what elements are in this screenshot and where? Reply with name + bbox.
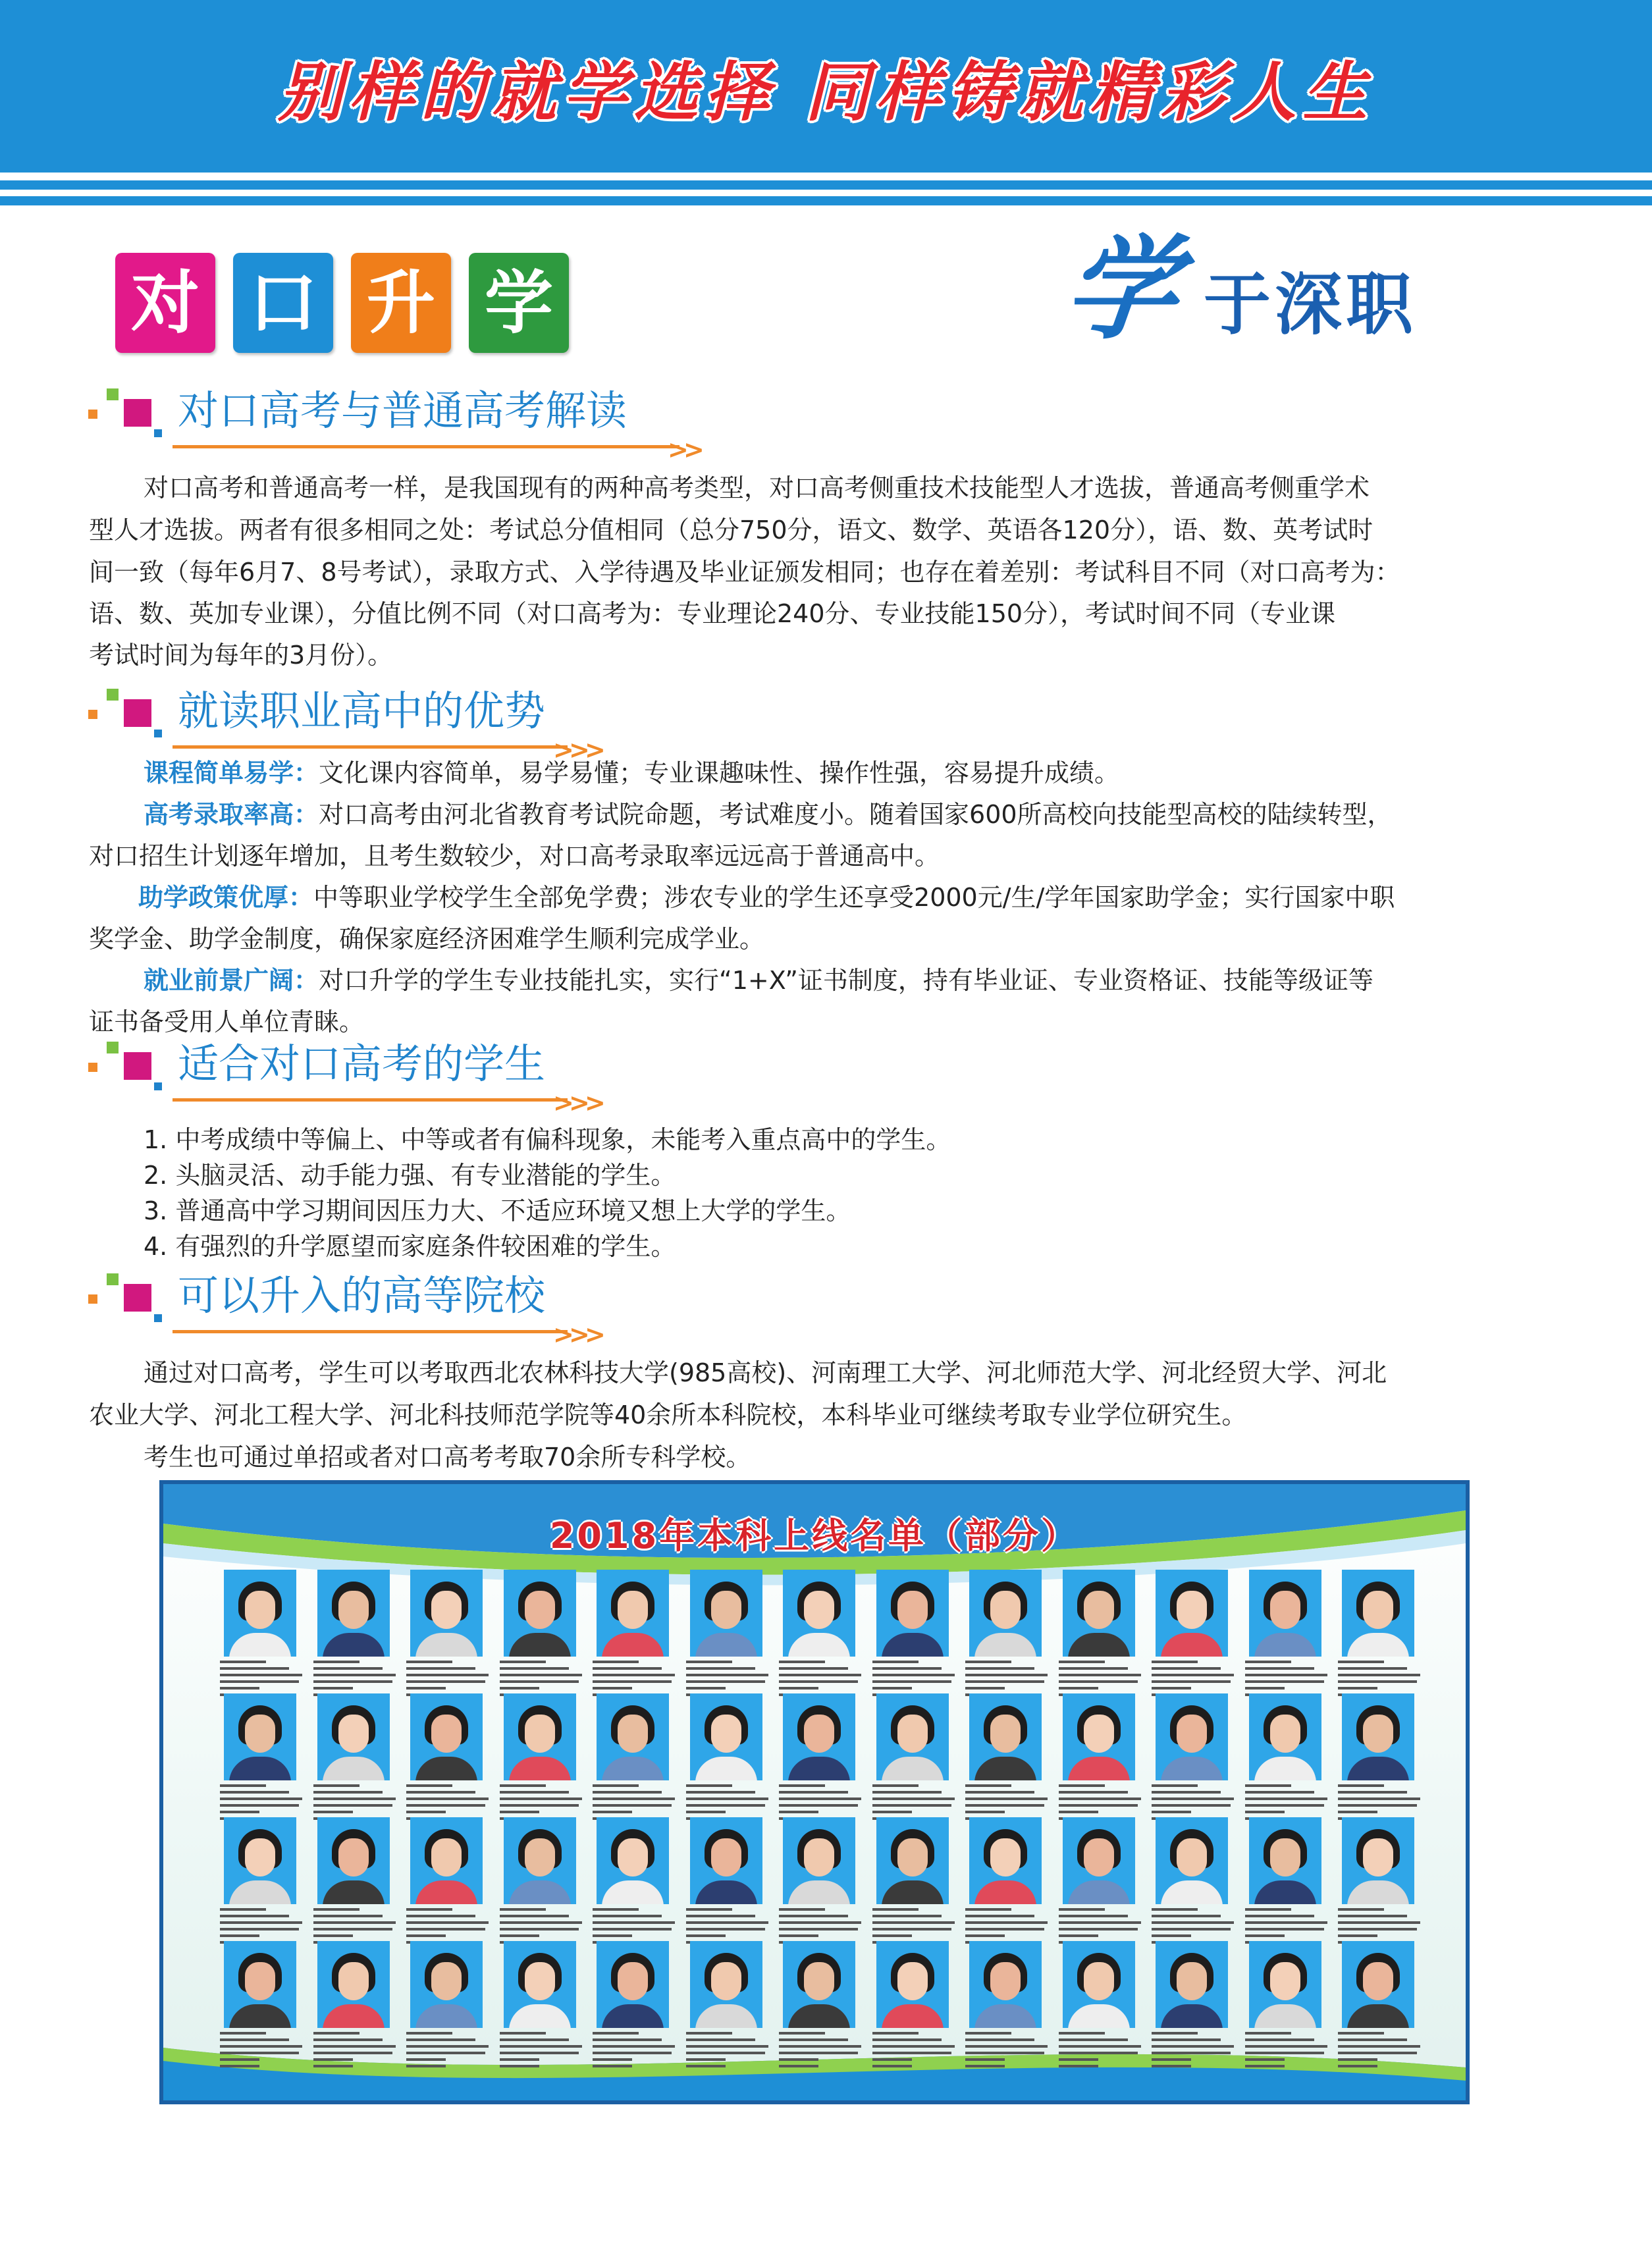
student-photo	[410, 1941, 483, 2028]
section-heading-3	[88, 1036, 747, 1117]
board-title: 2018年本科上线名单（部分）	[549, 1515, 1080, 1557]
chevrons-icon: >	[553, 1088, 574, 1117]
chevrons-icon: >	[585, 1320, 606, 1349]
student-caption	[686, 2032, 778, 2071]
paragraph-line: 对口高考和普通高考一样，是我国现有的两种高考类型，对口高考侧重技术技能型人才选拔，普通高考侧重学术	[144, 473, 1370, 502]
square-icon	[124, 399, 151, 427]
student-photo	[410, 1817, 483, 1904]
section-title: 可以升入的高等院校	[178, 1271, 546, 1319]
list-item: 1. 中考成绩中等偏上、中等或者有偏科现象，未能考入重点高中的学生。	[144, 1125, 951, 1154]
header-banner	[0, 0, 1652, 173]
student-photo	[597, 1693, 669, 1780]
student-photo	[690, 1693, 762, 1780]
student-caption	[593, 2032, 685, 2071]
advantage-key: 助学政策优厚：	[138, 883, 314, 912]
chevrons-icon: >	[553, 1320, 574, 1349]
student-photo	[224, 1570, 296, 1657]
student-photo	[783, 1570, 855, 1657]
chevrons-icon: >	[569, 735, 590, 764]
header-stripe	[0, 196, 1652, 205]
square-icon	[107, 1042, 119, 1053]
student-caption	[220, 2032, 312, 2071]
student-photo	[224, 1693, 296, 1780]
banner-slogan: 别样的就学选择 同样铸就精彩人生	[278, 55, 1374, 130]
student-photo	[1342, 1570, 1414, 1657]
advantage-text: 文化课内容简单，易学易懂；专业课趣味性、操作性强，容易提升成绩。	[319, 759, 1120, 787]
student-photo	[1342, 1817, 1414, 1904]
student-photo	[1063, 1817, 1135, 1904]
student-caption	[779, 2032, 871, 2071]
student-photo	[1342, 1941, 1414, 2028]
header-stripe	[0, 190, 1652, 196]
student-photo	[690, 1570, 762, 1657]
square-icon	[154, 1314, 162, 1322]
square-icon	[154, 730, 162, 737]
paragraph-line: 考生也可通过单招或者对口高考考取70余所专科学校。	[144, 1443, 751, 1472]
advantage-line: 证书备受用人单位青睐。	[89, 1007, 365, 1036]
paragraph-line: 农业大学、河北工程大学、河北科技师范学院等40余所本科院校，本科毕业可继续考取专业学位研究生。	[89, 1400, 1247, 1429]
chevrons-icon: >	[668, 435, 689, 464]
student-photo	[783, 1941, 855, 2028]
student-photo	[410, 1570, 483, 1657]
square-icon	[124, 699, 151, 727]
student-photo	[690, 1941, 762, 2028]
student-photo	[783, 1817, 855, 1904]
square-icon	[107, 1273, 119, 1285]
student-caption	[406, 2032, 498, 2071]
student-caption	[872, 2032, 965, 2071]
student-photo	[1063, 1693, 1135, 1780]
student-photo	[969, 1693, 1042, 1780]
student-photo	[504, 1693, 576, 1780]
section-underline	[173, 1330, 568, 1333]
paragraph-line: 型人才选拔。两者有很多相同之处：考试总分值相同（总分750分，语文、数学、英语各120分），语、数、英考试时	[89, 516, 1373, 545]
student-photo	[876, 1817, 949, 1904]
square-icon	[124, 1052, 151, 1080]
list-item: 3. 普通高中学习期间因压力大、不适应环境又想上大学的学生。	[144, 1196, 851, 1225]
section-underline	[173, 745, 568, 749]
section-title: 对口高考与普通高考解读	[178, 386, 627, 435]
student-caption	[1059, 2032, 1151, 2071]
square-icon	[88, 1063, 97, 1072]
student-photo	[1156, 1941, 1228, 2028]
paragraph-line: 考试时间为每年的3月份）。	[89, 641, 393, 670]
student-photo	[504, 1941, 576, 2028]
student-photo	[783, 1693, 855, 1780]
square-icon	[154, 1082, 162, 1090]
advantage-text: 对口高考由河北省教育考试院命题，考试难度小。随着国家600所高校向技能型高校的陆续转型，	[319, 800, 1393, 829]
advantage-line: 奖学金、助学金制度，确保家庭经济困难学生顺利完成学业。	[89, 924, 765, 953]
section-title: 适合对口高考的学生	[178, 1040, 546, 1088]
advantage-line	[144, 760, 1119, 785]
student-photo	[690, 1817, 762, 1904]
paragraph-line: 语、数、英加专业课），分值比例不同（对口高考为：专业理论240分、专业技能150分），考试时间不同（专业课	[89, 599, 1336, 628]
chevrons-icon: >	[553, 735, 574, 764]
student-photo	[504, 1570, 576, 1657]
advantage-key: 就业前景广阔：	[144, 966, 319, 995]
student-photo	[317, 1570, 390, 1657]
advantage-key: 课程简单易学：	[144, 759, 319, 787]
student-caption	[965, 2032, 1057, 2071]
student-photo	[1342, 1693, 1414, 1780]
section-heading-4	[88, 1268, 747, 1349]
advantage-text: 对口升学的学生专业技能扎实，实行“1+X”证书制度，持有毕业证、专业资格证、技能等级证等	[319, 966, 1373, 995]
student-photo	[597, 1570, 669, 1657]
section-underline	[173, 1098, 568, 1102]
student-photo	[969, 1817, 1042, 1904]
student-photo	[597, 1817, 669, 1904]
student-photo	[1156, 1570, 1228, 1657]
student-photo	[1156, 1693, 1228, 1780]
student-photo	[1249, 1941, 1321, 2028]
tile-xue: 学	[469, 253, 569, 353]
tile-dui: 对	[115, 253, 215, 353]
student-photo	[317, 1817, 390, 1904]
admission-list-board	[159, 1480, 1470, 2104]
advantage-key: 高考录取率高：	[144, 800, 319, 829]
student-photo	[317, 1693, 390, 1780]
advantage-line	[144, 802, 1393, 827]
student-photo	[1063, 1570, 1135, 1657]
paragraph-line: 间一致（每年6月7、8号考试），录取方式、入学待遇及毕业证颁发相同；也存在着差别：考试科目不同（对口高考为：	[89, 558, 1400, 587]
advantage-line	[144, 968, 1373, 993]
square-icon	[88, 410, 97, 419]
chevrons-icon: >	[569, 1320, 590, 1349]
tile-sheng: 升	[351, 253, 451, 353]
square-icon	[124, 1284, 151, 1312]
advantage-line	[138, 885, 1395, 910]
square-icon	[154, 429, 162, 437]
student-caption	[1245, 2032, 1337, 2071]
student-photo	[224, 1817, 296, 1904]
student-photo	[317, 1941, 390, 2028]
student-photo	[597, 1941, 669, 2028]
student-photo	[876, 1570, 949, 1657]
advantage-text: 中等职业学校学生全部免学费；涉农专业的学生还享受2000元/生/学年国家助学金；实行国家中职	[313, 883, 1395, 912]
student-photo	[969, 1941, 1042, 2028]
student-photo	[1249, 1570, 1321, 1657]
square-icon	[107, 388, 119, 400]
student-photo	[1063, 1941, 1135, 2028]
chevrons-icon: >	[569, 1088, 590, 1117]
student-photo	[969, 1570, 1042, 1657]
square-icon	[107, 689, 119, 701]
student-photo	[1249, 1693, 1321, 1780]
student-photo	[876, 1693, 949, 1780]
list-item: 4. 有强烈的升学愿望而家庭条件较困难的学生。	[144, 1232, 676, 1261]
brand-text: 于深职	[1204, 265, 1417, 344]
student-caption	[1338, 2032, 1430, 2071]
square-icon	[88, 1294, 97, 1304]
chevrons-icon: >	[683, 435, 705, 464]
paragraph-line: 通过对口高考，学生可以考取西北农林科技大学(985高校)、河南理工大学、河北师范大学、河北经贸大学、河北	[144, 1358, 1387, 1387]
section-heading-1	[88, 383, 747, 464]
header-stripe	[0, 180, 1652, 190]
brand-big-char: 学	[1058, 223, 1185, 355]
header-stripe	[0, 173, 1652, 180]
advantage-line: 对口招生计划逐年增加，且考生数较少，对口高考录取率远远高于普通高中。	[89, 841, 940, 870]
student-caption	[500, 2032, 592, 2071]
section-heading-2	[88, 683, 747, 764]
section-title: 就读职业高中的优势	[178, 687, 546, 735]
student-photo	[1249, 1817, 1321, 1904]
student-photo	[876, 1941, 949, 2028]
chevrons-icon: >	[585, 735, 606, 764]
tile-kou: 口	[233, 253, 333, 353]
student-caption	[313, 2032, 406, 2071]
square-icon	[88, 710, 97, 719]
student-photo	[1156, 1817, 1228, 1904]
student-photo	[410, 1693, 483, 1780]
list-item: 2. 头脑灵活、动手能力强、有专业潜能的学生。	[144, 1161, 676, 1190]
student-photo	[504, 1817, 576, 1904]
chevrons-icon: >	[585, 1088, 606, 1117]
student-photo	[224, 1941, 296, 2028]
section-underline	[173, 445, 679, 448]
student-caption	[1152, 2032, 1244, 2071]
